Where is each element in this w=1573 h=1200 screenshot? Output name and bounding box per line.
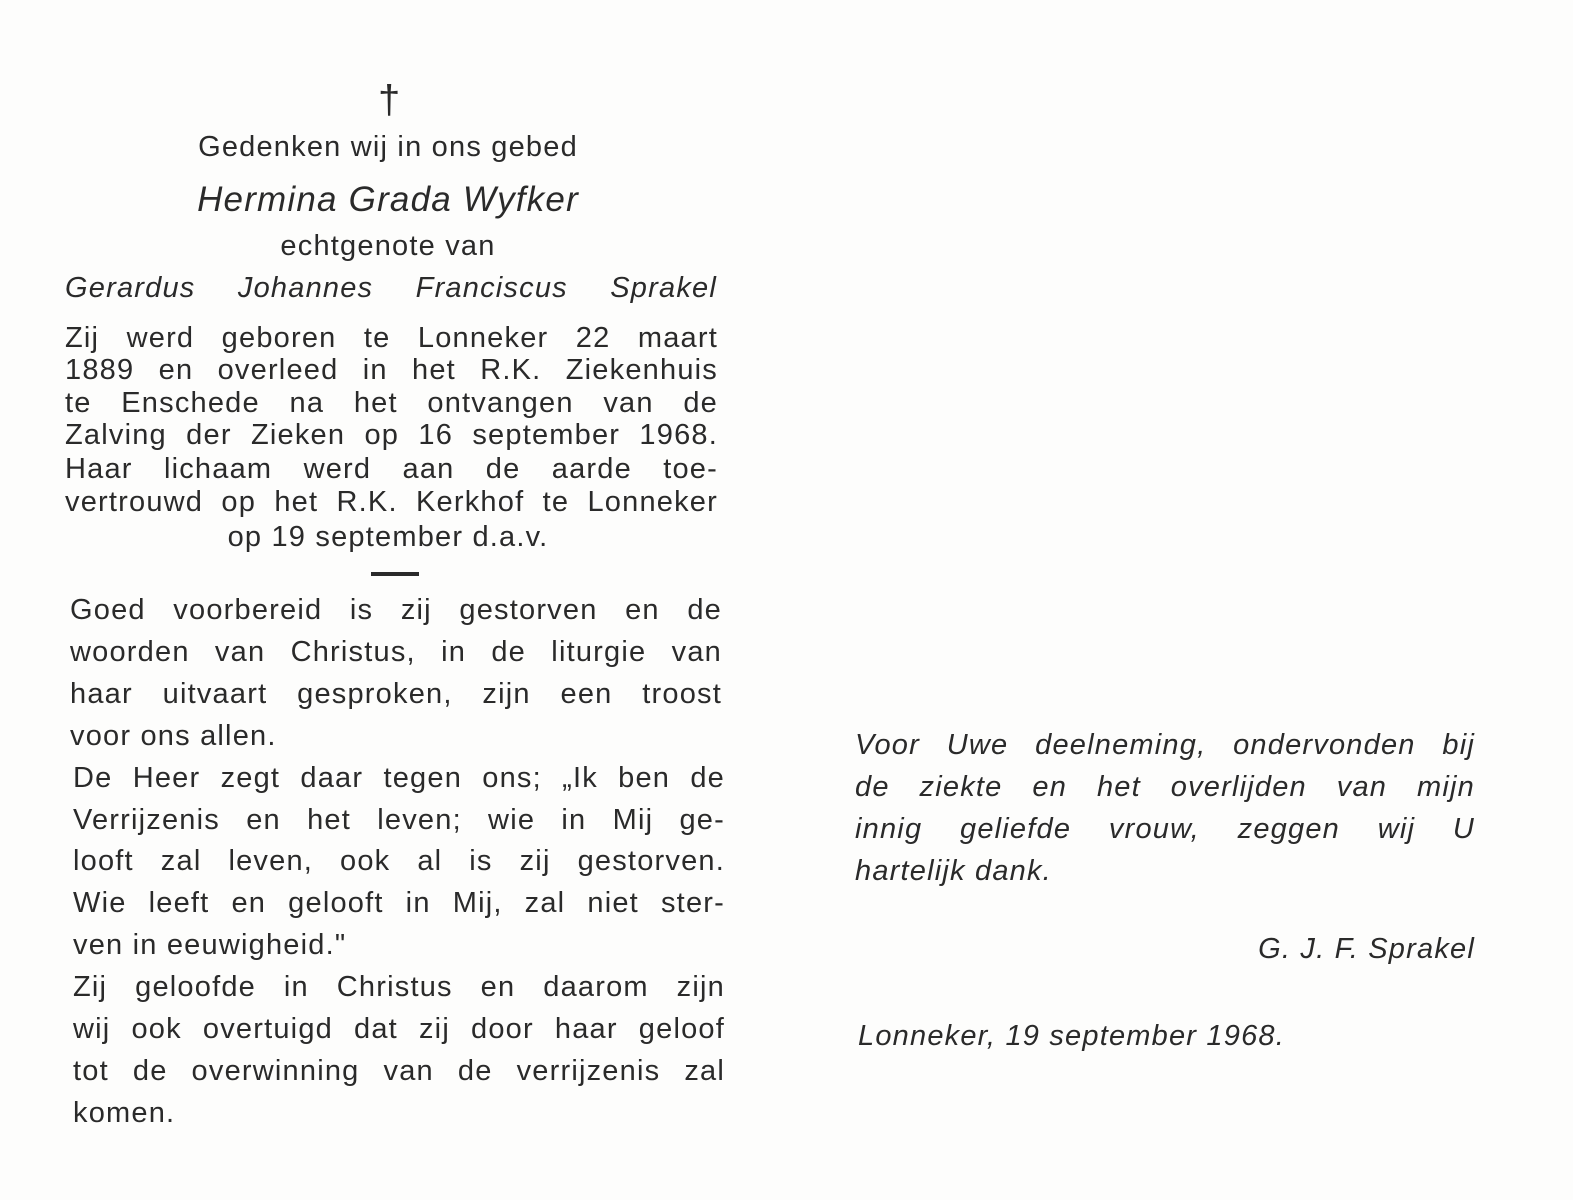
text-line: Zij geloofde in Christus en daarom zijn (73, 971, 725, 1004)
text-line: innig geliefde vrouw, zeggen wij U (855, 813, 1475, 845)
text-line: Haar lichaam werd aan de aarde toe- (65, 453, 718, 485)
text-line: tot de overwinning van de verrijzenis zal (73, 1054, 725, 1087)
text-line: hartelijk dank. (855, 855, 1052, 887)
text-line: voor ons allen. (70, 719, 277, 752)
text-line: de ziekte en het overlijden van mijn (855, 771, 1475, 803)
spouse-name: Gerardus Johannes Franciscus Sprakel (65, 272, 717, 304)
text-line: Zalving der Zieken op 16 september 1968. (65, 419, 718, 451)
text-line: looft zal leven, ook al is zij gestorven. (73, 845, 725, 878)
text-line: De Heer zegt daar tegen ons; „Ik ben de (73, 761, 725, 794)
text-line: Zij werd geboren te Lonneker 22 maart (65, 322, 718, 354)
text-line: komen. (73, 1096, 176, 1129)
text-line: Wie leeft en gelooft in Mij, zal niet ster- (73, 887, 725, 920)
text-line: Voor Uwe deelneming, ondervonden bij (855, 729, 1475, 761)
deceased-name: Hermina Grada Wyfker (197, 180, 579, 219)
divider (371, 572, 419, 576)
text-line: ven in eeuwigheid." (73, 929, 347, 962)
text-line: 1889 en overleed in het R.K. Ziekenhuis (65, 354, 718, 386)
text-line: vertrouwd op het R.K. Kerkhof te Lonneker (65, 486, 718, 518)
text-line: op 19 september d.a.v. (227, 521, 549, 553)
text-line: Goed voorbereid is zij gestorven en de (70, 594, 722, 626)
text-line: te Enschede na het ontvangen van de (65, 387, 718, 419)
place-date: Lonneker, 19 september 1968. (858, 1020, 1285, 1052)
relation-text: echtgenote van (280, 230, 496, 262)
signature: G. J. F. Sprakel (1258, 933, 1475, 965)
text-line: wij ook overtuigd dat zij door haar geloof (73, 1013, 725, 1045)
prayer-heading: Gedenken wij in ons gebed (198, 131, 578, 163)
cross-symbol: † (378, 78, 401, 122)
text-line: haar uitvaart gesproken, zijn een troost (70, 677, 722, 710)
text-line: woorden van Christus, in de liturgie van (70, 635, 722, 668)
text-line: Verrijzenis en het leven; wie in Mij ge- (73, 803, 725, 836)
